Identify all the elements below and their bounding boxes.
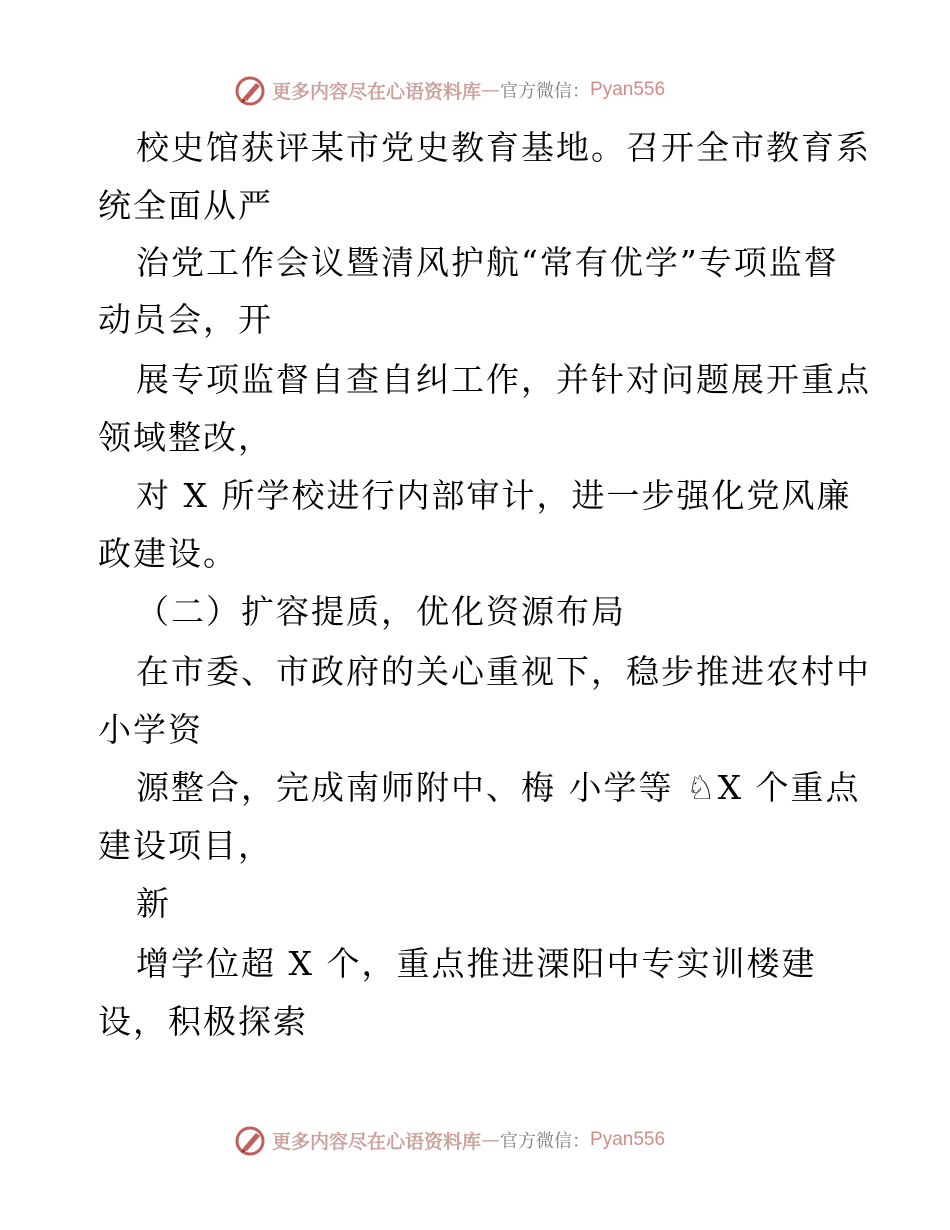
body-line: 展专项监督自查自纠工作，并针对问题展开重点 — [136, 360, 871, 399]
body-line: 对 X 所学校进行内部审计，进一步强化党风廉 — [136, 476, 852, 515]
banner-wechat-label: 官方微信： — [500, 81, 591, 102]
body-line: 新 — [136, 884, 171, 923]
header-banner — [234, 72, 665, 108]
body-line: 领域整改， — [98, 418, 273, 457]
body-line: 小学资 — [98, 710, 203, 749]
banner-wechat-label: 官方微信： — [500, 1131, 591, 1152]
banner-text: 更多内容尽在心语资料库 — [272, 1130, 482, 1153]
pen-logo-icon — [234, 1124, 266, 1156]
banner-dash: — — [481, 1129, 501, 1151]
body-line: 在市委、市政府的关心重视下，稳步推进农村中 — [136, 652, 871, 691]
body-line: 建设项目， — [98, 826, 273, 865]
section-heading: （二）扩容提质，优化资源布局 — [136, 592, 626, 631]
body-line: 源整合，完成南师附中、梅 小学等 ♘X 个重点 — [136, 768, 861, 807]
pen-logo-icon — [234, 74, 266, 106]
banner-wechat-id: Pyan556 — [590, 1129, 666, 1150]
body-line: 增学位超 X 个，重点推进溧阳中专实训楼建 — [136, 944, 817, 983]
body-line: 政建设。 — [98, 534, 238, 573]
body-line: 治党工作会议暨清风护航“常有优学”专项监督 — [136, 243, 839, 282]
body-line: 统全面从严 — [98, 186, 273, 225]
footer-banner — [234, 1122, 665, 1158]
banner-text: 更多内容尽在心语资料库 — [272, 80, 482, 103]
body-line: 设，积极探索 — [98, 1002, 308, 1041]
body-line: 校史馆获评某市党史教育基地。召开全市教育系 — [136, 128, 871, 167]
body-line: 动员会，开 — [98, 300, 273, 339]
banner-wechat-id: Pyan556 — [590, 79, 666, 100]
banner-dash: — — [481, 79, 501, 101]
